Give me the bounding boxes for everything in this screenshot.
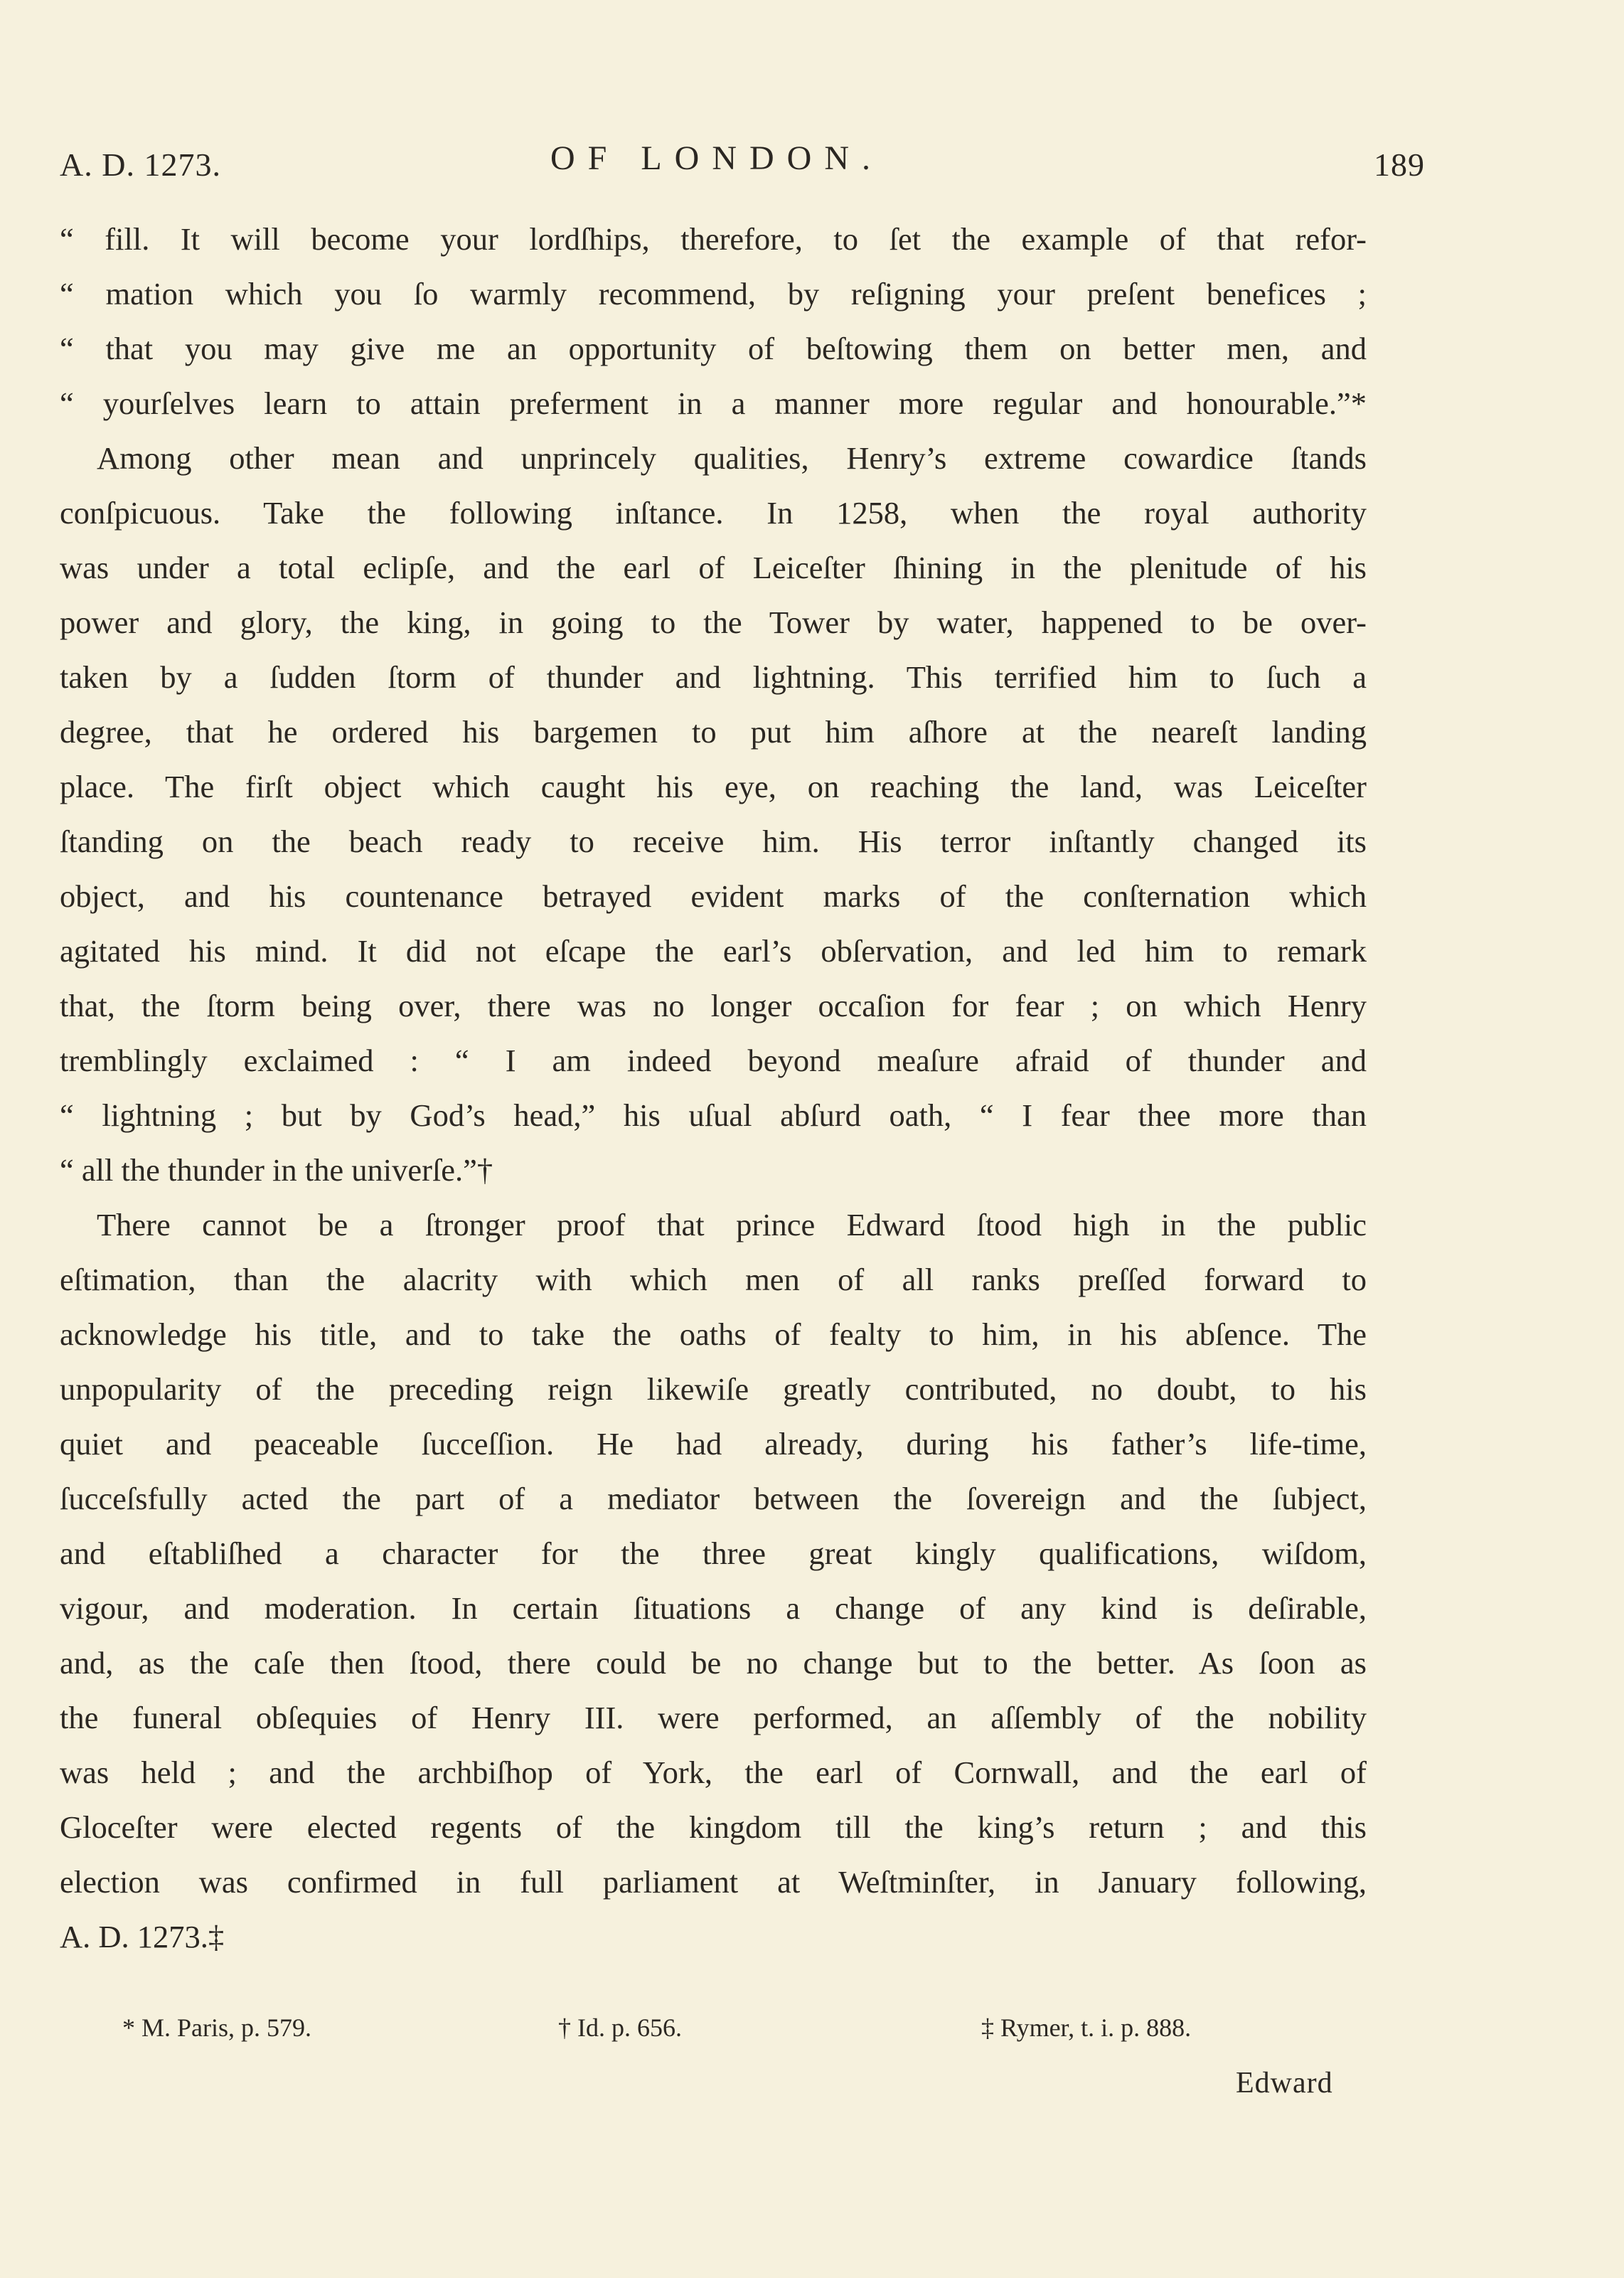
footnote-2: † Id. p. 656. (558, 2013, 682, 2042)
text-line: vigour, and moderation. In certain ſituations a change of any kind is deſirable, (60, 1590, 1367, 1626)
text-line: quiet and peaceable ſucceſſion. He had already, during his father’s life-time, (60, 1426, 1367, 1462)
text-line: unpopularity of the preceding reign likewiſe greatly contributed, no doubt, to his (60, 1371, 1367, 1407)
footnote-1: * M. Paris, p. 579. (122, 2013, 312, 2042)
paragraph-start-line: Among other mean and unprincely qualities, Henry’s extreme cowardice ſtands (97, 440, 1367, 476)
header-year: A. D. 1273. (60, 147, 221, 183)
text-line: the funeral obſequies of Henry III. were performed, an aſſembly of the nobility (60, 1700, 1367, 1735)
text-line: election was confirmed in full parliament at Weſtminſter, in January following, (60, 1864, 1367, 1900)
text-line: degree, that he ordered his bargemen to put him aſhore at the neareſt landing (60, 714, 1367, 750)
text-line: place. The firſt object which caught his eye, on reaching the land, was Leiceſter (60, 769, 1367, 804)
text-line: agitated his mind. It did not eſcape the earl’s obſervation, and led him to remark (60, 933, 1367, 969)
page-number: 189 (1374, 147, 1425, 183)
text-line: “ yourſelves learn to attain preferment in a manner more regular and honourable.”* (60, 385, 1367, 421)
body-text (60, 212, 1367, 1964)
running-header (60, 139, 1425, 196)
text-line: and eſtabliſhed a character for the three great kingly qualifications, wiſdom, (60, 1535, 1367, 1571)
paragraph-end-line: “ all the thunder in the univerſe.”† (60, 1152, 493, 1188)
text-line: “ lightning ; but by God’s head,” his uſual abſurd oath, “ I fear thee more than (60, 1097, 1367, 1133)
text-line: was held ; and the archbiſhop of York, the earl of Cornwall, and the earl of (60, 1755, 1367, 1790)
text-line: power and glory, the king, in going to the Tower by water, happened to be over- (60, 605, 1367, 640)
text-line: “ mation which you ſo warmly recommend, by reſigning your preſent benefices ; (60, 276, 1367, 312)
text-line: was under a total eclipſe, and the earl of Leiceſter ſhining in the plenitude of his (60, 550, 1367, 585)
catchword: Edward (1236, 2067, 1333, 2099)
text-line: “ fill. It will become your lordſhips, therefore, to ſet the example of that refor- (60, 221, 1367, 257)
text-line: acknowledge his title, and to take the oaths of fealty to him, in his abſence. The (60, 1316, 1367, 1352)
footnote-3: ‡ Rymer, t. i. p. 888. (981, 2013, 1192, 2042)
text-line: ſtanding on the beach ready to receive him. His terror inſtantly changed its (60, 824, 1367, 859)
text-line: eſtimation, than the alacrity with which men of all ranks preſſed forward to (60, 1262, 1367, 1297)
paragraph-end-line: A. D. 1273.‡ (60, 1919, 225, 1954)
footnotes (0, 2013, 1624, 2055)
text-line: that, the ſtorm being over, there was no longer occaſion for fear ; on which Henry (60, 988, 1367, 1023)
header-title: OF LONDON. (550, 139, 883, 177)
text-line: and, as the caſe then ſtood, there could be no change but to the better. As ſoon as (60, 1645, 1367, 1681)
text-line: ſucceſsfully acted the part of a mediator between the ſovereign and the ſubject, (60, 1481, 1367, 1516)
text-line: object, and his countenance betrayed evident marks of the conſternation which (60, 878, 1367, 914)
text-line: Gloceſter were elected regents of the kingdom till the king’s return ; and this (60, 1809, 1367, 1845)
text-line: “ that you may give me an opportunity of beſtowing them on better men, and (60, 331, 1367, 366)
text-line: taken by a ſudden ſtorm of thunder and lightning. This terrified him to ſuch a (60, 659, 1367, 695)
text-line: conſpicuous. Take the following inſtance. In 1258, when the royal authority (60, 495, 1367, 531)
text-line: tremblingly exclaimed : “ I am indeed beyond meaſure afraid of thunder and (60, 1043, 1367, 1078)
paragraph-start-line: There cannot be a ſtronger proof that prince Edward ſtood high in the public (97, 1207, 1367, 1242)
